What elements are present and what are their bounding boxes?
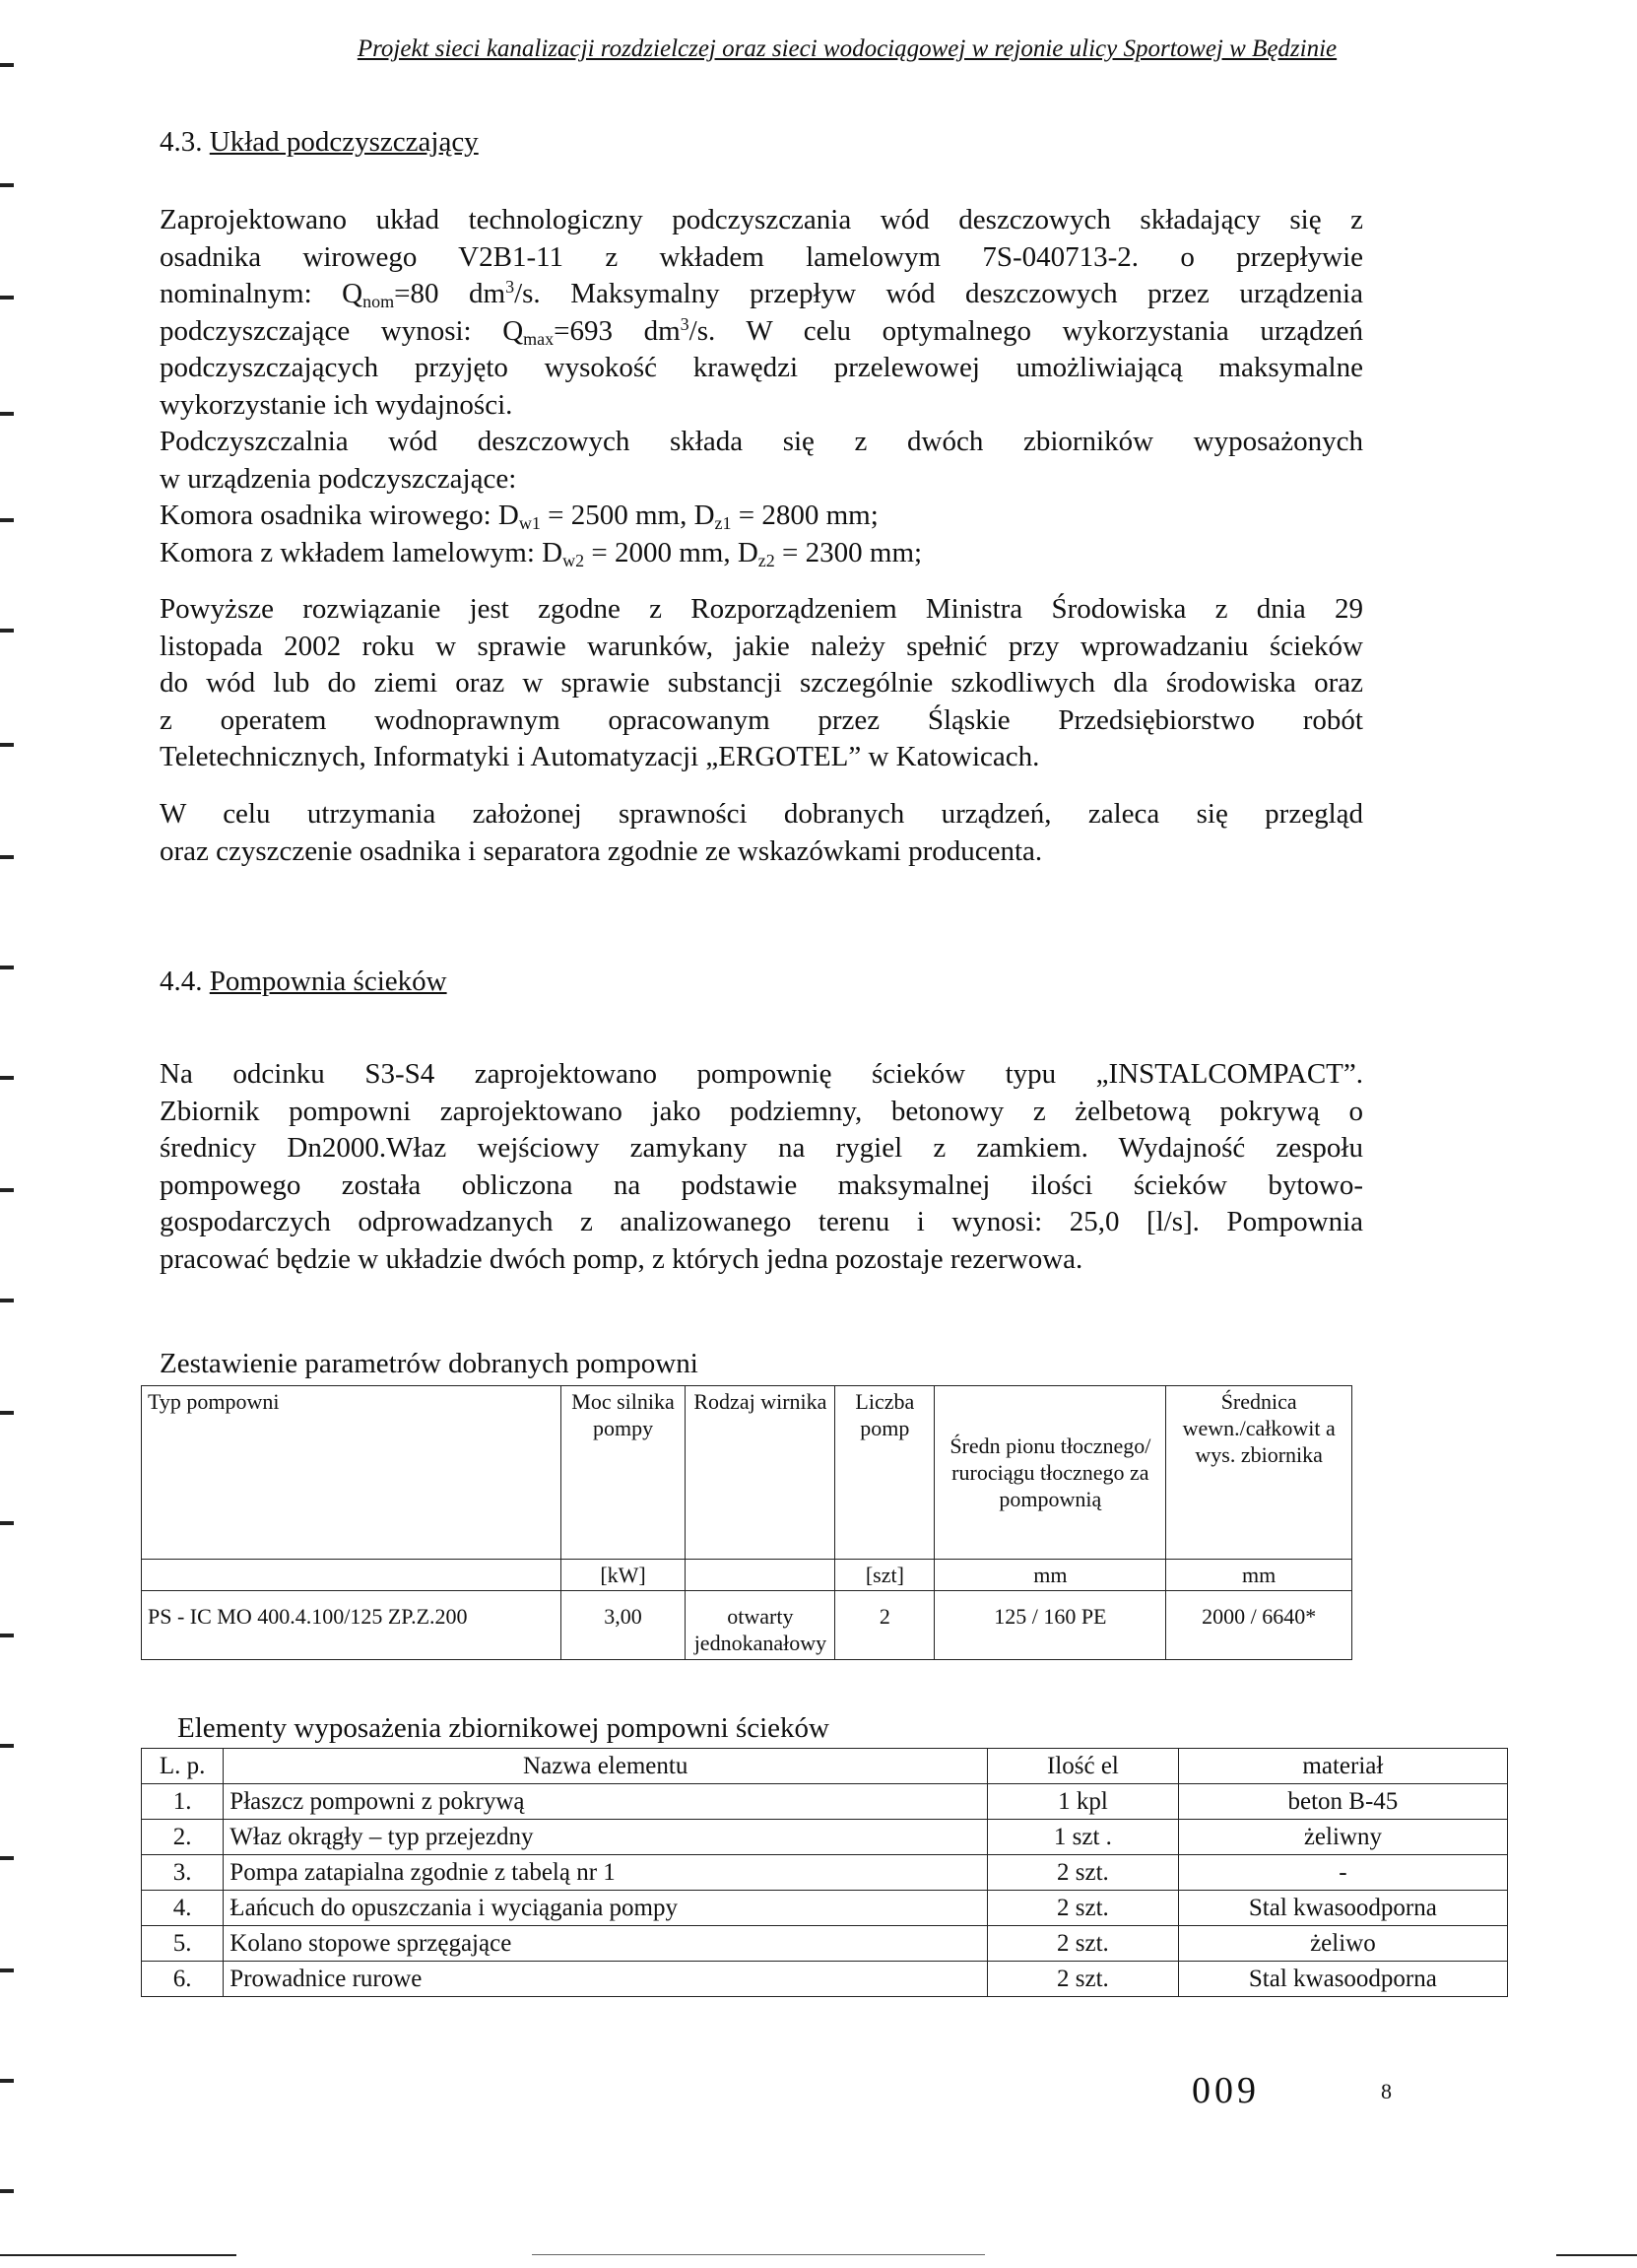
pump-parameters-table [141, 1385, 1352, 1660]
table-cell: 1 szt . [988, 1820, 1179, 1855]
table-cell: 2. [142, 1820, 224, 1855]
scan-mark [0, 1634, 14, 1637]
text-line: podczyszczających przyjęto wysokość krawędzi przelewowej umożliwiającą maksymalne [160, 352, 1363, 383]
table-row [142, 1891, 1508, 1926]
text-line: z operatem wodnoprawnym opracowanym przez Śląskie Przedsiębiorstwo robót [160, 703, 1363, 736]
section-4-4-paragraph [160, 1056, 1363, 1278]
scan-mark [0, 1411, 14, 1415]
table-header-cell: L. p. [142, 1749, 224, 1784]
text-line: listopada 2002 roku w sprawie warunków, jakie należy spełnić przy wprowadzaniu ścieków [160, 630, 1363, 662]
table-header-cell: Średnica wewn./całkowit a wys. zbiornika [1166, 1386, 1352, 1560]
section-title: Pompownia ścieków [209, 966, 447, 997]
scan-mark [0, 855, 14, 859]
text-line: Na odcinku S3-S4 zaprojektowano pompownię ścieków typu „INSTALCOMPACT”. [160, 1058, 1363, 1090]
scan-mark [0, 412, 14, 416]
table-cell: Kolano stopowe sprzęgające [224, 1926, 988, 1962]
text-line: gospodarczych odprowadzanych z analizowanego terenu i wynosi: 25,0 [l/s]. Pompownia [160, 1206, 1363, 1237]
scan-edge-line [532, 2254, 985, 2255]
section-title: Układ podczyszczający [209, 126, 479, 158]
table-cell: Płaszcz pompowni z pokrywą [224, 1784, 988, 1820]
document-header: Projekt sieci kanalizacji rozdzielczej oraz sieci wodociągowej w rejonie ulicy Sportowej w Będzinie [357, 35, 1338, 62]
text-line: do wód lub do ziemi oraz w sprawie substancji szczególnie szkodliwych dla środowiska oraz [160, 667, 1363, 699]
scan-mark [0, 1968, 14, 1972]
table-cell: beton B-45 [1178, 1784, 1507, 1820]
scan-mark [0, 2079, 14, 2083]
table-cell: 2 szt. [988, 1926, 1179, 1962]
table-cell: 6. [142, 1962, 224, 1997]
text-line: Podczyszczalnia wód deszczowych składa się z dwóch zbiorników wyposażonych [160, 426, 1363, 457]
text-line: osadnika wirowego V2B1-11 z wkładem lamelowym 7S-040713-2. o przepływie [160, 240, 1363, 273]
table-cell: Stal kwasoodporna [1178, 1891, 1507, 1926]
table-cell: 2 szt. [988, 1855, 1179, 1891]
table-cell: otwarty jednokanałowy [686, 1591, 835, 1660]
section-4-4-heading [160, 966, 447, 998]
table-cell: Właz okrągły – typ przejezdny [224, 1820, 988, 1855]
table-cell: 3. [142, 1855, 224, 1891]
text-line: Teletechnicznych, Informatyki i Automatyzacji „ERGOTEL” w Katowicach. [160, 741, 1040, 772]
table-header-cell: Typ pompowni [142, 1386, 561, 1560]
scan-mark [0, 1188, 14, 1192]
table-cell: PS - IC MO 400.4.100/125 ZP.Z.200 [142, 1591, 561, 1660]
text-line: średnicy Dn2000.Właz wejściowy zamykany na rygiel z zamkiem. Wydajność zespołu [160, 1132, 1363, 1164]
table-header-cell: Liczba pomp [835, 1386, 935, 1560]
table-1-caption: Zestawienie parametrów dobranych pompowni [160, 1348, 698, 1379]
table-2-caption: Elementy wyposażenia zbiornikowej pompowni ścieków [177, 1712, 830, 1744]
table-cell: żeliwo [1178, 1926, 1507, 1962]
table-cell: 2 [835, 1591, 935, 1660]
table-cell: mm [1166, 1560, 1352, 1591]
scan-mark [0, 629, 14, 633]
table-header-cell: Średn pionu tłocznego/ rurociągu tłocznego za pompownią [935, 1386, 1166, 1560]
table-cell: Pompa zatapialna zgodnie z tabelą nr 1 [224, 1855, 988, 1891]
table-cell: Stal kwasoodporna [1178, 1962, 1507, 1997]
table-cell: Łańcuch do opuszczania i wyciągania pompy [224, 1891, 988, 1926]
section-4-3-paragraph-4 [160, 796, 1363, 870]
table-header-row [142, 1386, 1352, 1560]
table-cell: - [1178, 1855, 1507, 1891]
scan-edge-line [0, 2254, 236, 2256]
text-line: pompowego została obliczona na podstawie maksymalnej ilości ścieków bytowo- [160, 1168, 1363, 1201]
table-row [142, 1855, 1508, 1891]
komora-2-line: Komora z wkładem lamelowym: $D_{w2} = 2000$ mm, $D_{z2} = 2300$ mm; [160, 536, 923, 570]
table-units-row [142, 1560, 1352, 1591]
scan-mark [0, 183, 14, 187]
section-number: 4.3. [160, 126, 203, 158]
table-cell [686, 1560, 835, 1591]
scan-edge-line [1556, 2254, 1637, 2256]
komora-1-line: Komora osadnika wirowego: $D_{w1} = 2500$ mm, $D_{z1} = 2800$ mm; [160, 500, 879, 533]
page-number: 8 [1381, 2079, 1392, 2103]
table-cell: [kW] [560, 1560, 686, 1591]
text-line: W celu utrzymania założonej sprawności dobranych urządzeń, zaleca się przegląd [160, 798, 1363, 830]
table-header-cell: Ilość el [988, 1749, 1179, 1784]
table-cell: [szt] [835, 1560, 935, 1591]
section-4-3-paragraph-3 [160, 591, 1363, 776]
table-cell: 1. [142, 1784, 224, 1820]
table-cell: 2 szt. [988, 1891, 1179, 1926]
section-number: 4.4. [160, 966, 203, 997]
section-4-3-heading [160, 126, 479, 159]
table-cell: 3,00 [560, 1591, 686, 1660]
text-line-q-max: podczyszczające wynosi: $Q_{max}=693$ $dm^3/s$. W celu optymalnego wykorzystania urządzeń [160, 313, 1363, 349]
table-cell: 4. [142, 1891, 224, 1926]
section-4-3-paragraph-1 [160, 202, 1363, 571]
table-header-cell: Rodzaj wirnika [686, 1386, 835, 1560]
scan-mark [0, 743, 14, 747]
scan-mark [0, 296, 14, 300]
scan-mark [0, 1076, 14, 1080]
stamp-number: 009 [1192, 2070, 1260, 2111]
scan-mark [0, 1521, 14, 1525]
scan-mark [0, 518, 14, 522]
table-header-row [142, 1749, 1508, 1784]
scan-mark [0, 1744, 14, 1748]
table-cell: żeliwny [1178, 1820, 1507, 1855]
equipment-table [141, 1748, 1508, 1997]
text-line: wykorzystanie ich wydajności. [160, 388, 513, 421]
table-cell: 1 kpl [988, 1784, 1179, 1820]
scan-mark [0, 63, 14, 67]
table-cell: 2 szt. [988, 1962, 1179, 1997]
table-cell: Prowadnice rurowe [224, 1962, 988, 1997]
table-header-cell: materiał [1178, 1749, 1507, 1784]
scan-mark [0, 1856, 14, 1860]
table-row [142, 1784, 1508, 1820]
table-cell: 5. [142, 1926, 224, 1962]
table-row [142, 1962, 1508, 1997]
text-line: oraz czyszczenie osadnika i separatora zgodnie ze wskazówkami producenta. [160, 834, 1043, 867]
scan-mark [0, 966, 14, 969]
text-line: Zbiornik pompowni zaprojektowano jako podziemny, betonowy z żelbetową pokrywą o [160, 1095, 1363, 1127]
table-cell [142, 1560, 561, 1591]
table-row [142, 1926, 1508, 1962]
text-line: Zaprojektowano układ technologiczny podczyszczania wód deszczowych składający się z [160, 204, 1363, 235]
table-header-cell: Moc silnika pompy [560, 1386, 686, 1560]
table-cell: mm [935, 1560, 1166, 1591]
text-line: w urządzenia podczyszczające: [160, 462, 517, 495]
table-row [142, 1820, 1508, 1855]
table-cell: 2000 / 6640* [1166, 1591, 1352, 1660]
scan-mark [0, 2189, 14, 2193]
table-cell: 125 / 160 PE [935, 1591, 1166, 1660]
text-line: pracować będzie w układzie dwóch pomp, z których jedna pozostaje rezerwowa. [160, 1242, 1083, 1275]
text-line-q-nom: nominalnym: $Q_{nom}=80$ $dm^3/s$. Maksymalny przepływ wód deszczowych przez urządzenia [160, 277, 1363, 311]
text-line: Powyższe rozwiązanie jest zgodne z Rozporządzeniem Ministra Środowiska z dnia 29 [160, 593, 1363, 625]
table-row [142, 1591, 1352, 1660]
table-header-cell: Nazwa elementu [224, 1749, 988, 1784]
scan-mark [0, 1299, 14, 1302]
